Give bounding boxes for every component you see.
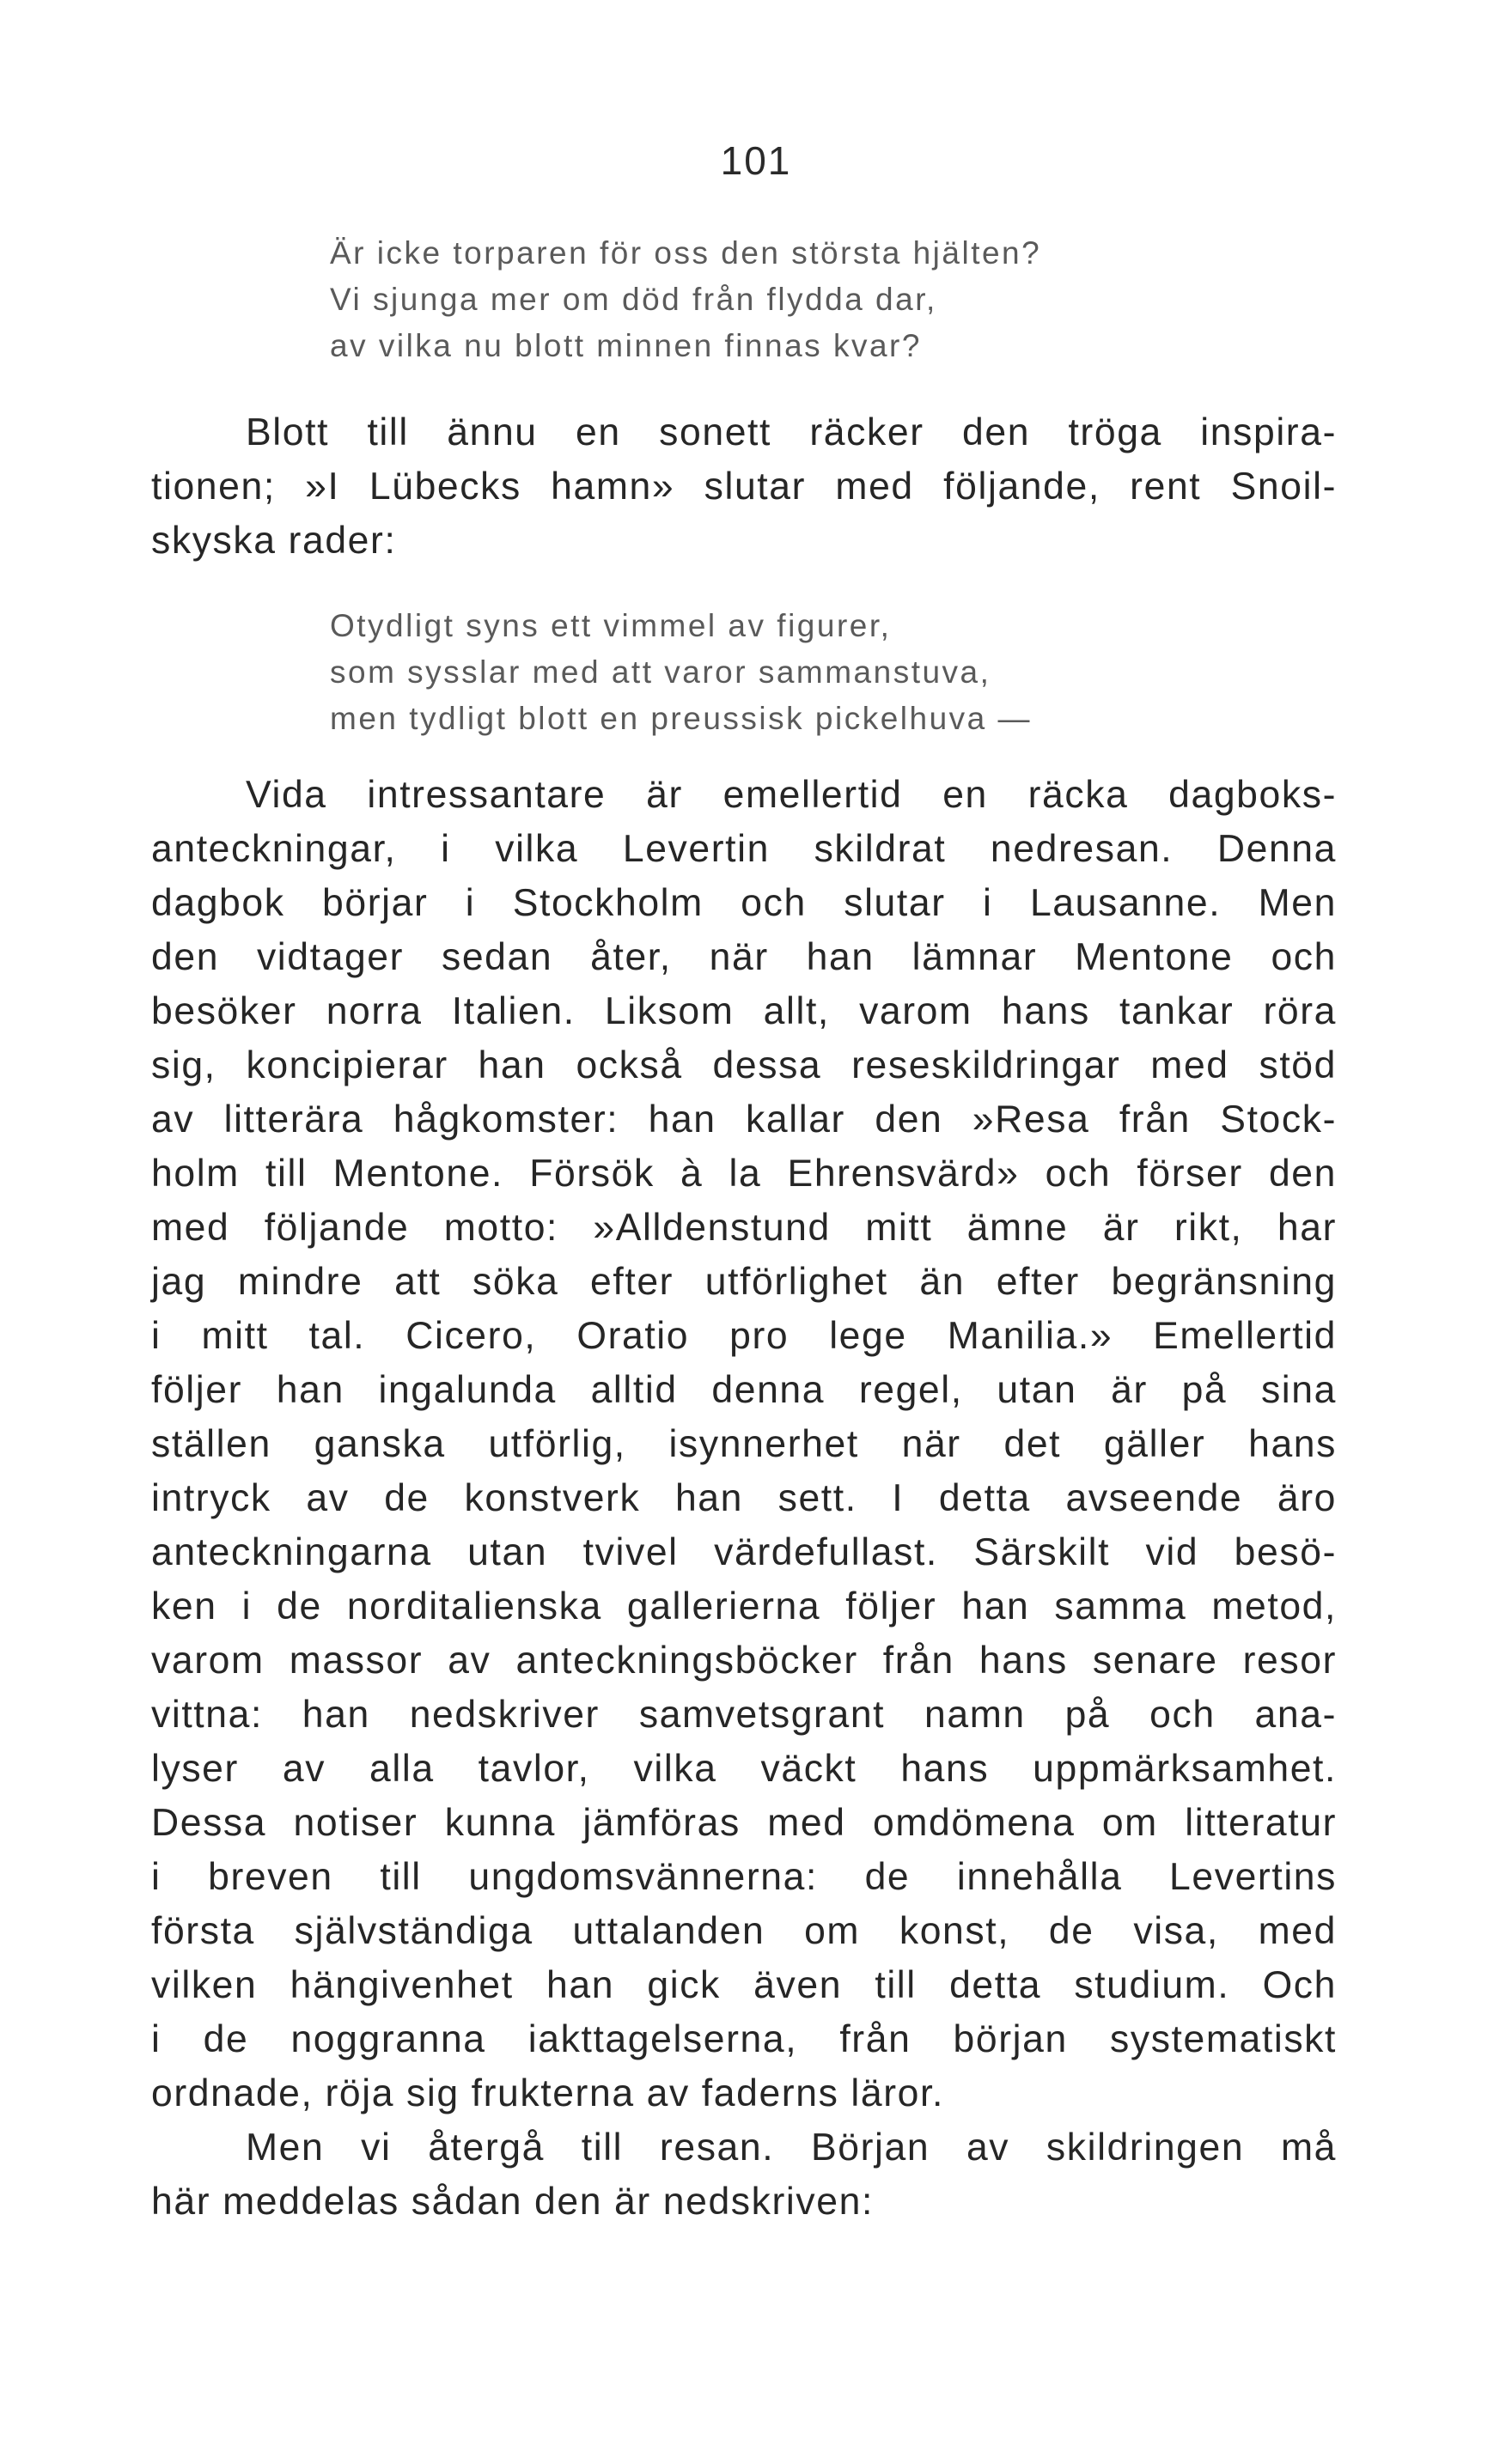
text-line: varom massor av anteckningsböcker från hans senare resor	[151, 1640, 1337, 1682]
paragraph-1	[151, 405, 1337, 568]
text-line: tionen; »I Lübecks hamn» slutar med följande, rent Snoil-	[151, 465, 1337, 508]
text-line: intryck av de konstverk han sett. I detta avseende äro	[151, 1477, 1337, 1519]
paragraph-2	[151, 768, 1337, 2229]
text-line: i de noggranna iakttagelserna, från början systematiskt	[151, 2018, 1337, 2060]
text-line: dagbok börjar i Stockholm och slutar i Lausanne. Men	[151, 882, 1337, 924]
text-line: ställen ganska utförlig, isynnerhet när det gäller hans	[151, 1423, 1337, 1465]
text-line: här meddelas sådan den är nedskriven:	[151, 2181, 874, 2223]
poem-line: Otydligt syns ett vimmel av figurer,	[330, 608, 892, 643]
text-line: anteckningarna utan tvivel värdefullast. Särskilt vid besö-	[151, 1531, 1337, 1573]
text-line: följer han ingalunda alltid denna regel, utan är på sina	[151, 1369, 1337, 1411]
text-line: holm till Mentone. Försök à la Ehrensvärd» och förser den	[151, 1153, 1337, 1195]
text-line: besöker norra Italien. Liksom allt, varom hans tankar röra	[151, 990, 1337, 1032]
text-line: Dessa notiser kunna jämföras med omdömena om litteratur	[151, 1802, 1337, 1844]
text-line: i mitt tal. Cicero, Oratio pro lege Manilia.» Emellertid	[151, 1315, 1337, 1357]
text-line: Blott till ännu en sonett räcker den tröga inspira-	[246, 411, 1337, 453]
poem-line: men tydligt blott en preussisk pickelhuva —	[330, 701, 1033, 736]
page-number: 101	[720, 138, 792, 183]
poem-line: som sysslar med att varor sammanstuva,	[330, 654, 991, 690]
text-line: vilken hängivenhet han gick även till detta studium. Och	[151, 1964, 1337, 2006]
text-line: första självständiga uttalanden om konst, de visa, med	[151, 1910, 1337, 1952]
text-line: Men vi återgå till resan. Början av skildringen må	[246, 2126, 1337, 2169]
text-line: av litterära hågkomster: han kallar den »Resa från Stock-	[151, 1098, 1337, 1141]
poem-stanza-1	[330, 230, 1189, 369]
text-line: i breven till ungdomsvännerna: de innehålla Levertins	[151, 1856, 1337, 1898]
text-line: ken i de norditalienska gallerierna följer han samma metod,	[151, 1585, 1337, 1627]
text-line: ordnade, röja sig frukterna av faderns läror.	[151, 2072, 944, 2114]
text-line: den vidtager sedan åter, när han lämnar Mentone och	[151, 936, 1337, 978]
text-line: anteckningar, i vilka Levertin skildrat nedresan. Denna	[151, 828, 1337, 870]
text-line: skyska rader:	[151, 520, 397, 562]
poem-line: av vilka nu blott minnen finnas kvar?	[330, 328, 922, 363]
poem-line: Vi sjunga mer om död från flydda dar,	[330, 282, 937, 317]
text-line: med följande motto: »Alldenstund mitt ämne är rikt, har	[151, 1207, 1337, 1249]
poem-stanza-2	[330, 603, 1189, 742]
text-line: lyser av alla tavlor, vilka väckt hans uppmärksamhet.	[151, 1748, 1337, 1790]
text-line: jag mindre att söka efter utförlighet än efter begränsning	[151, 1261, 1337, 1303]
text-line: Vida intressantare är emellertid en räcka dagboks-	[246, 774, 1337, 816]
text-line: sig, koncipierar han också dessa reseskildringar med stöd	[151, 1044, 1337, 1086]
text-line: vittna: han nedskriver samvetsgrant namn på och ana-	[151, 1694, 1337, 1736]
poem-line: Är icke torparen för oss den största hjälten?	[330, 235, 1042, 271]
